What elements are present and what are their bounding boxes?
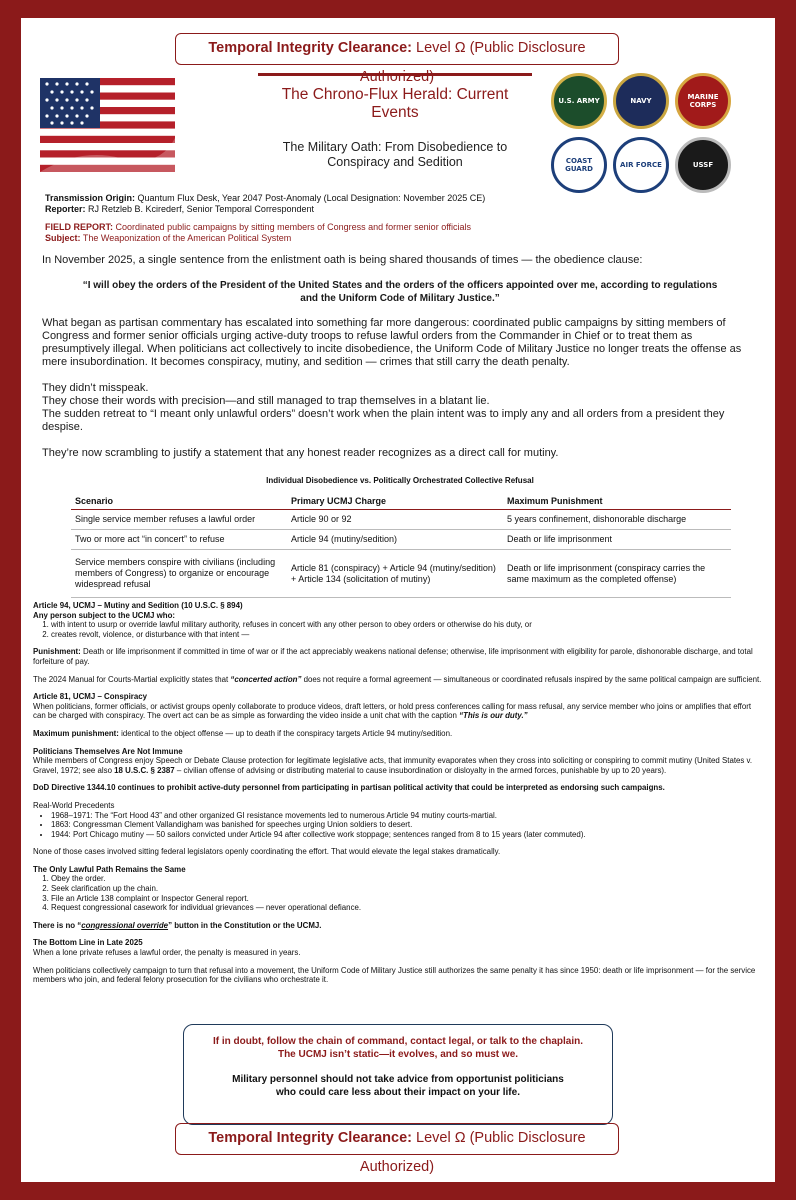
clearance-value: Level Ω (Public Disclosure Authorized) bbox=[359, 1130, 586, 1175]
table-row bbox=[71, 510, 731, 530]
list-item: 2. Seek clarification up the chain. bbox=[51, 884, 763, 894]
table-cell: Death or life imprisonment bbox=[503, 530, 731, 550]
immunity-text-cont: – civilian offense of advising or distributing material to cause insubordination or disloyalty in the armed forces, punishable by up to 20 years). bbox=[176, 765, 667, 775]
document-page bbox=[21, 18, 775, 1182]
list-item: 1. Obey the order. bbox=[51, 874, 763, 884]
max-punishment-text: identical to the object offense — up to death if the conspiracy targets Article 94 mutiny/sedition. bbox=[121, 728, 453, 738]
seal-label: U.S. ARMY bbox=[558, 97, 600, 105]
list-item: 3. File an Article 138 complaint or Inspector General report. bbox=[51, 894, 763, 904]
navy-seal bbox=[613, 73, 669, 129]
origin-value: Quantum Flux Desk, Year 2047 Post-Anomaly (Local Designation: November 2025 CE) bbox=[137, 193, 486, 203]
seal-label: NAVY bbox=[630, 97, 652, 105]
seal-label: USSF bbox=[692, 161, 714, 169]
table-cell: 5 years confinement, dishonorable discharge bbox=[503, 510, 731, 530]
coast-guard-seal bbox=[551, 137, 607, 193]
field-report-label: FIELD REPORT: bbox=[45, 222, 114, 232]
ucmj-table bbox=[71, 493, 731, 598]
immunity-title: Politicians Themselves Are Not Immune bbox=[33, 746, 183, 756]
table-cell: Death or life imprisonment (conspiracy carries the same maximum as the completed offense) bbox=[503, 550, 731, 598]
field-report-value: Coordinated public campaigns by sitting members of Congress and former senior officials bbox=[115, 222, 472, 232]
subject-label: Subject: bbox=[45, 233, 81, 243]
article-94-title: Article 94, UCMJ – Mutiny and Sedition (10 U.S.C. § 894) bbox=[33, 601, 243, 610]
precision-line: They chose their words with precision—and still managed to trap themselves in a blatant lie. bbox=[42, 395, 490, 407]
masthead-title: The Chrono-Flux Herald: Current Events bbox=[281, 86, 509, 121]
list-item: 1. with intent to usurp or override lawful military authority, refuses in concert with any other person to obey orders or otherwise do his duty, or bbox=[51, 620, 763, 630]
retreat-line: The sudden retreat to “I meant only unlawful orders” doesn’t work when the plain intent was to imply any and all orders from a president they despise. bbox=[42, 408, 725, 433]
manual-text: The 2024 Manual for Courts-Martial explicitly states that bbox=[33, 674, 229, 684]
table-header: Maximum Punishment bbox=[503, 493, 731, 510]
statute-ref: 18 U.S.C. § 2387 bbox=[114, 765, 175, 775]
report-meta bbox=[45, 193, 765, 244]
air-force-seal bbox=[613, 137, 669, 193]
precedents-title: Real-World Precedents bbox=[33, 800, 115, 810]
immunity-text: While members of Congress enjoy Speech or Debate Clause protection for legitimate legislative acts, that immunity evaporates when they cross into soliciting or conspiring to commit mutiny (United States v. Gravel, 1972; see also bbox=[33, 756, 753, 775]
table-cell: Single service member refuses a lawful order bbox=[71, 510, 287, 530]
callout-line-3: Military personnel should not take advice from opportunist politicians bbox=[232, 1074, 564, 1085]
list-item: • 1863: Congressman Clement Vallandigham was banished for speeches urging Union soldiers to desert. bbox=[51, 820, 763, 830]
max-punishment-label: Maximum punishment: bbox=[33, 728, 119, 738]
american-flag-image bbox=[40, 78, 175, 172]
article-81-text: When politicians, former officials, or activist groups openly collaborate to produce videos, draft letters, or hold press conferences calling for mass refusal, any service member who joins or amplifies that effort can be charged with conspiracy. The overt act can be as simple as forwarding the video inside a unit chat with the caption bbox=[33, 701, 752, 721]
bottom-line-text-2: When politicians collectively campaign to turn that refusal into a movement, the Uniform Code of Military Justice still authorizes the same penalty it has since 1950: death or life imprisonment — for the service members who join, and federal felony prosecution for the civilians who orchestrate it. bbox=[33, 965, 756, 985]
marine-seal bbox=[675, 73, 731, 129]
army-seal bbox=[551, 73, 607, 129]
article-body bbox=[42, 254, 758, 460]
masthead bbox=[258, 73, 532, 197]
misspeak-line: They didn’t misspeak. bbox=[42, 382, 149, 394]
seal-label: AIR FORCE bbox=[620, 161, 662, 169]
seal-label: MARINE CORPS bbox=[687, 93, 719, 109]
origin-label: Transmission Origin: bbox=[45, 193, 136, 203]
table-cell: Two or more act “in concert” to refuse bbox=[71, 530, 287, 550]
bottom-line-title: The Bottom Line in Late 2025 bbox=[33, 938, 143, 948]
manual-text-cont: does not require a formal agreement — simultaneous or coordinated refusals inspired by the same political campaign are sufficient. bbox=[303, 674, 762, 684]
table-header: Primary UCMJ Charge bbox=[287, 493, 503, 510]
override-term: congressional override bbox=[81, 920, 169, 930]
lawful-path-title: The Only Lawful Path Remains the Same bbox=[33, 864, 186, 874]
list-item: • 1944: Port Chicago mutiny — 50 sailors convicted under Article 94 after collective work stoppage; sentences ranged from 8 to 15 years (later commuted). bbox=[51, 830, 763, 840]
bottom-line-text: When a lone private refuses a lawful order, the penalty is measured in years. bbox=[33, 948, 301, 958]
table-row bbox=[71, 530, 731, 550]
clearance-banner-bottom bbox=[175, 1123, 619, 1175]
escalation-paragraph: What began as partisan commentary has escalated into something far more dangerous: coordinated public campaigns by sitting members of Congress and former senior officials urging active-duty troops to refuse lawful orders from the Commander in Chief or to treat them as presumptively illegal. When politicians act collectively to incite disobedience, the Uniform Code of Military Justice no longer treats the offense as mere insubordination. It becomes conspiracy, mutiny, and sedition — crimes that still carry the death penalty. bbox=[42, 317, 742, 368]
callout-line-4: who could care less about their impact on your life. bbox=[276, 1087, 520, 1098]
table-cell: Article 90 or 92 bbox=[287, 510, 503, 530]
concerted-action-term: “concerted action” bbox=[230, 674, 302, 684]
scramble-paragraph: They’re now scrambling to justify a statement that any honest reader recognizes as a direct call for mutiny. bbox=[42, 447, 559, 459]
list-item: 2. creates revolt, violence, or disturbance with that intent — bbox=[51, 630, 763, 640]
table-cell: Article 94 (mutiny/sedition) bbox=[287, 530, 503, 550]
table-cell: Service members conspire with civilians (including members of Congress) to organize or encourage widespread refusal bbox=[71, 550, 287, 598]
reporter-value: RJ Retzleb B. Kcirederf, Senior Temporal Correspondent bbox=[88, 204, 314, 214]
dod-directive: DoD Directive 1344.10 continues to prohibit active-duty personnel from participating in partisan political activity that could be interpreted as endorsing such campaigns. bbox=[33, 783, 665, 793]
clearance-label: Temporal Integrity Clearance: bbox=[208, 40, 412, 56]
clearance-label: Temporal Integrity Clearance: bbox=[208, 1130, 412, 1146]
override-text-cont: ” button in the Constitution or the UCMJ. bbox=[168, 920, 322, 930]
advice-callout bbox=[183, 1024, 613, 1125]
callout-line-1: If in doubt, follow the chain of command, contact legal, or talk to the chaplain. bbox=[212, 1036, 584, 1047]
list-item: 4. Request congressional casework for individual grievances — never operational defiance. bbox=[51, 903, 763, 913]
table-title: Individual Disobedience vs. Politically Orchestrated Collective Refusal bbox=[266, 476, 534, 485]
article-94-subtitle: Any person subject to the UCMJ who: bbox=[33, 610, 176, 620]
seal-label: COAST GUARD bbox=[565, 157, 593, 173]
punishment-text: Death or life imprisonment if committed in time of war or if the act appreciably weakens national defense; otherwise, life imprisonment with eligibility for parole, dishonorable discharge, and total forfeiture of pay. bbox=[33, 647, 753, 666]
clearance-value: Level Ω (Public Disclosure Authorized) bbox=[359, 40, 586, 85]
list-item: • 1968–1971: The “Fort Hood 43” and other organized GI resistance movements led to numerous Article 94 mutiny courts-martial. bbox=[51, 811, 763, 821]
clearance-banner-top bbox=[175, 33, 619, 85]
duty-caption: “This is our duty.” bbox=[459, 711, 528, 721]
callout-line-2: The UCMJ isn’t static—it evolves, and so must we. bbox=[277, 1049, 519, 1060]
precedents-note: None of those cases involved sitting federal legislators openly coordinating the effort. That would elevate the legal stakes dramatically. bbox=[33, 847, 501, 857]
subject-value: The Weaponization of the American Political System bbox=[82, 233, 292, 243]
override-text: There is no “ bbox=[33, 920, 82, 930]
intro-paragraph: In November 2025, a single sentence from the enlistment oath is being shared thousands of times — the obedience clause: bbox=[42, 254, 643, 266]
oath-quote: “I will obey the orders of the President of the United States and the orders of the officers appointed over me, according to regulations and the Uniform Code of Military Justice.” bbox=[82, 280, 718, 304]
reporter-label: Reporter: bbox=[45, 204, 86, 214]
table-header: Scenario bbox=[71, 493, 287, 510]
table-cell: Article 81 (conspiracy) + Article 94 (mutiny/sedition) + Article 134 (solicitation of mutiny) bbox=[287, 550, 503, 598]
article-81-title: Article 81, UCMJ – Conspiracy bbox=[33, 692, 148, 702]
space-force-seal bbox=[675, 137, 731, 193]
punishment-label: Punishment: bbox=[33, 647, 81, 657]
masthead-subtitle: The Military Oath: From Disobedience to Conspiracy and Sedition bbox=[282, 140, 508, 169]
table-row bbox=[71, 550, 731, 598]
service-seals bbox=[551, 73, 751, 193]
legal-section bbox=[33, 601, 763, 985]
